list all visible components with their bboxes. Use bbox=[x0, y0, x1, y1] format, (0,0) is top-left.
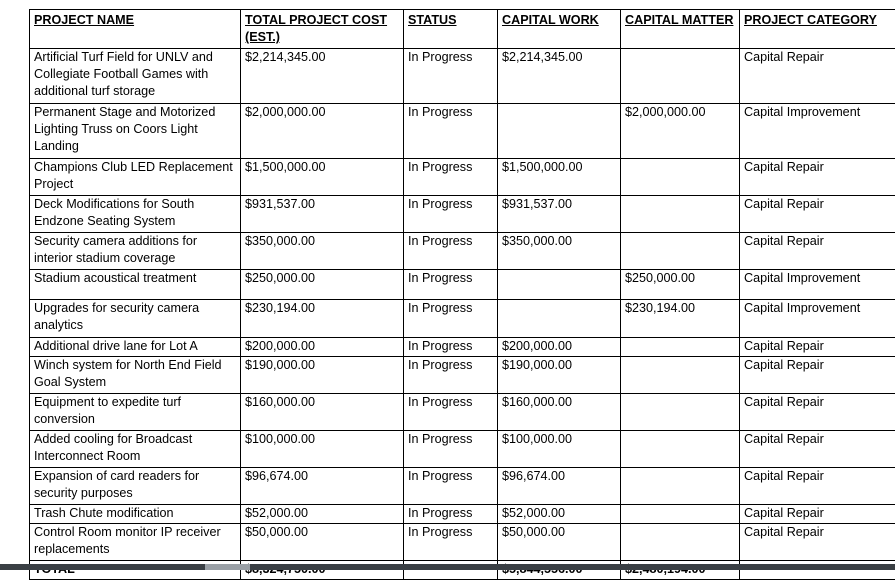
category-cell: Capital Repair bbox=[740, 505, 895, 524]
project-name-cell: Security camera additions for interior stadium coverage bbox=[30, 233, 241, 270]
project-name-cell: Additional drive lane for Lot A bbox=[30, 338, 241, 357]
table-row bbox=[30, 357, 895, 394]
status-cell: In Progress bbox=[404, 233, 498, 270]
category-cell: Capital Repair bbox=[740, 357, 895, 394]
project-name-cell: Added cooling for Broadcast Interconnect Room bbox=[30, 431, 241, 468]
capital-matter-cell bbox=[621, 431, 740, 468]
status-cell: In Progress bbox=[404, 104, 498, 159]
category-cell: Capital Repair bbox=[740, 394, 895, 431]
status-cell: In Progress bbox=[404, 431, 498, 468]
capital-work-cell: $160,000.00 bbox=[498, 394, 621, 431]
table-row bbox=[30, 159, 895, 196]
status-cell: In Progress bbox=[404, 524, 498, 561]
capital-matter-cell bbox=[621, 233, 740, 270]
cost-cell: $250,000.00 bbox=[241, 270, 404, 300]
cost-cell: $96,674.00 bbox=[241, 468, 404, 505]
table-row bbox=[30, 300, 895, 338]
project-name-cell: Equipment to expedite turf conversion bbox=[30, 394, 241, 431]
category-cell: Capital Repair bbox=[740, 338, 895, 357]
table-row bbox=[30, 104, 895, 159]
status-cell: In Progress bbox=[404, 270, 498, 300]
status-cell: In Progress bbox=[404, 338, 498, 357]
status-cell: In Progress bbox=[404, 159, 498, 196]
capital-work-cell: $350,000.00 bbox=[498, 233, 621, 270]
cost-cell: $52,000.00 bbox=[241, 505, 404, 524]
table-row bbox=[30, 196, 895, 233]
category-cell: Capital Repair bbox=[740, 159, 895, 196]
category-cell: Capital Repair bbox=[740, 49, 895, 104]
col-capital-matter: CAPITAL MATTER bbox=[621, 10, 740, 49]
category-cell: Capital Improvement bbox=[740, 300, 895, 338]
capital-matter-cell: $230,194.00 bbox=[621, 300, 740, 338]
project-name-cell: Trash Chute modification bbox=[30, 505, 241, 524]
cost-cell: $160,000.00 bbox=[241, 394, 404, 431]
capital-matter-cell bbox=[621, 159, 740, 196]
cost-cell: $230,194.00 bbox=[241, 300, 404, 338]
project-name-cell: Winch system for North End Field Goal System bbox=[30, 357, 241, 394]
capital-matter-cell: $250,000.00 bbox=[621, 270, 740, 300]
project-name-cell: Upgrades for security camera analytics bbox=[30, 300, 241, 338]
cost-cell: $1,500,000.00 bbox=[241, 159, 404, 196]
capital-work-cell bbox=[498, 270, 621, 300]
header-row bbox=[30, 10, 895, 49]
capital-matter-cell bbox=[621, 524, 740, 561]
col-total-cost: TOTAL PROJECT COST (EST.) bbox=[241, 10, 404, 49]
capital-work-cell: $100,000.00 bbox=[498, 431, 621, 468]
category-cell: Capital Improvement bbox=[740, 270, 895, 300]
table-row bbox=[30, 394, 895, 431]
capital-work-cell: $190,000.00 bbox=[498, 357, 621, 394]
capital-work-cell: $2,214,345.00 bbox=[498, 49, 621, 104]
category-cell: Capital Repair bbox=[740, 196, 895, 233]
capital-work-cell: $96,674.00 bbox=[498, 468, 621, 505]
capital-work-cell: $931,537.00 bbox=[498, 196, 621, 233]
capital-matter-cell bbox=[621, 357, 740, 394]
capital-work-cell: $50,000.00 bbox=[498, 524, 621, 561]
col-project-name: PROJECT NAME bbox=[30, 10, 241, 49]
cost-cell: $200,000.00 bbox=[241, 338, 404, 357]
capital-matter-cell bbox=[621, 49, 740, 104]
cost-cell: $2,000,000.00 bbox=[241, 104, 404, 159]
project-name-cell: Permanent Stage and Motorized Lighting Truss on Coors Light Landing bbox=[30, 104, 241, 159]
capital-work-cell: $1,500,000.00 bbox=[498, 159, 621, 196]
capital-matter-cell bbox=[621, 505, 740, 524]
capital-matter-cell bbox=[621, 196, 740, 233]
capital-matter-cell bbox=[621, 468, 740, 505]
cost-cell: $931,537.00 bbox=[241, 196, 404, 233]
scroll-thumb[interactable] bbox=[205, 564, 250, 570]
category-cell: Capital Repair bbox=[740, 233, 895, 270]
status-cell: In Progress bbox=[404, 394, 498, 431]
bottom-scroll-strip bbox=[0, 564, 895, 570]
cost-cell: $100,000.00 bbox=[241, 431, 404, 468]
project-name-cell: Champions Club LED Replacement Project bbox=[30, 159, 241, 196]
project-table bbox=[29, 9, 895, 580]
table-row bbox=[30, 524, 895, 561]
cost-cell: $50,000.00 bbox=[241, 524, 404, 561]
cost-cell: $190,000.00 bbox=[241, 357, 404, 394]
status-cell: In Progress bbox=[404, 468, 498, 505]
status-cell: In Progress bbox=[404, 357, 498, 394]
project-name-cell: Control Room monitor IP receiver replacements bbox=[30, 524, 241, 561]
col-status: STATUS bbox=[404, 10, 498, 49]
table-row bbox=[30, 468, 895, 505]
project-name-cell: Expansion of card readers for security purposes bbox=[30, 468, 241, 505]
cost-cell: $2,214,345.00 bbox=[241, 49, 404, 104]
table-row bbox=[30, 505, 895, 524]
capital-work-cell bbox=[498, 104, 621, 159]
project-name-cell: Artificial Turf Field for UNLV and Collegiate Football Games with additional turf storage bbox=[30, 49, 241, 104]
category-cell: Capital Improvement bbox=[740, 104, 895, 159]
table-row bbox=[30, 338, 895, 357]
col-project-category: PROJECT CATEGORY bbox=[740, 10, 895, 49]
project-name-cell: Stadium acoustical treatment bbox=[30, 270, 241, 300]
category-cell: Capital Repair bbox=[740, 468, 895, 505]
status-cell: In Progress bbox=[404, 196, 498, 233]
status-cell: In Progress bbox=[404, 300, 498, 338]
table-row bbox=[30, 431, 895, 468]
cost-cell: $350,000.00 bbox=[241, 233, 404, 270]
capital-work-cell: $200,000.00 bbox=[498, 338, 621, 357]
table-row bbox=[30, 49, 895, 104]
capital-work-cell bbox=[498, 300, 621, 338]
col-capital-work: CAPITAL WORK bbox=[498, 10, 621, 49]
capital-work-cell: $52,000.00 bbox=[498, 505, 621, 524]
project-name-cell: Deck Modifications for South Endzone Seating System bbox=[30, 196, 241, 233]
category-cell: Capital Repair bbox=[740, 431, 895, 468]
table-row bbox=[30, 233, 895, 270]
table-row bbox=[30, 270, 895, 300]
category-cell: Capital Repair bbox=[740, 524, 895, 561]
status-cell: In Progress bbox=[404, 49, 498, 104]
status-cell: In Progress bbox=[404, 505, 498, 524]
capital-matter-cell bbox=[621, 394, 740, 431]
capital-matter-cell: $2,000,000.00 bbox=[621, 104, 740, 159]
capital-matter-cell bbox=[621, 338, 740, 357]
